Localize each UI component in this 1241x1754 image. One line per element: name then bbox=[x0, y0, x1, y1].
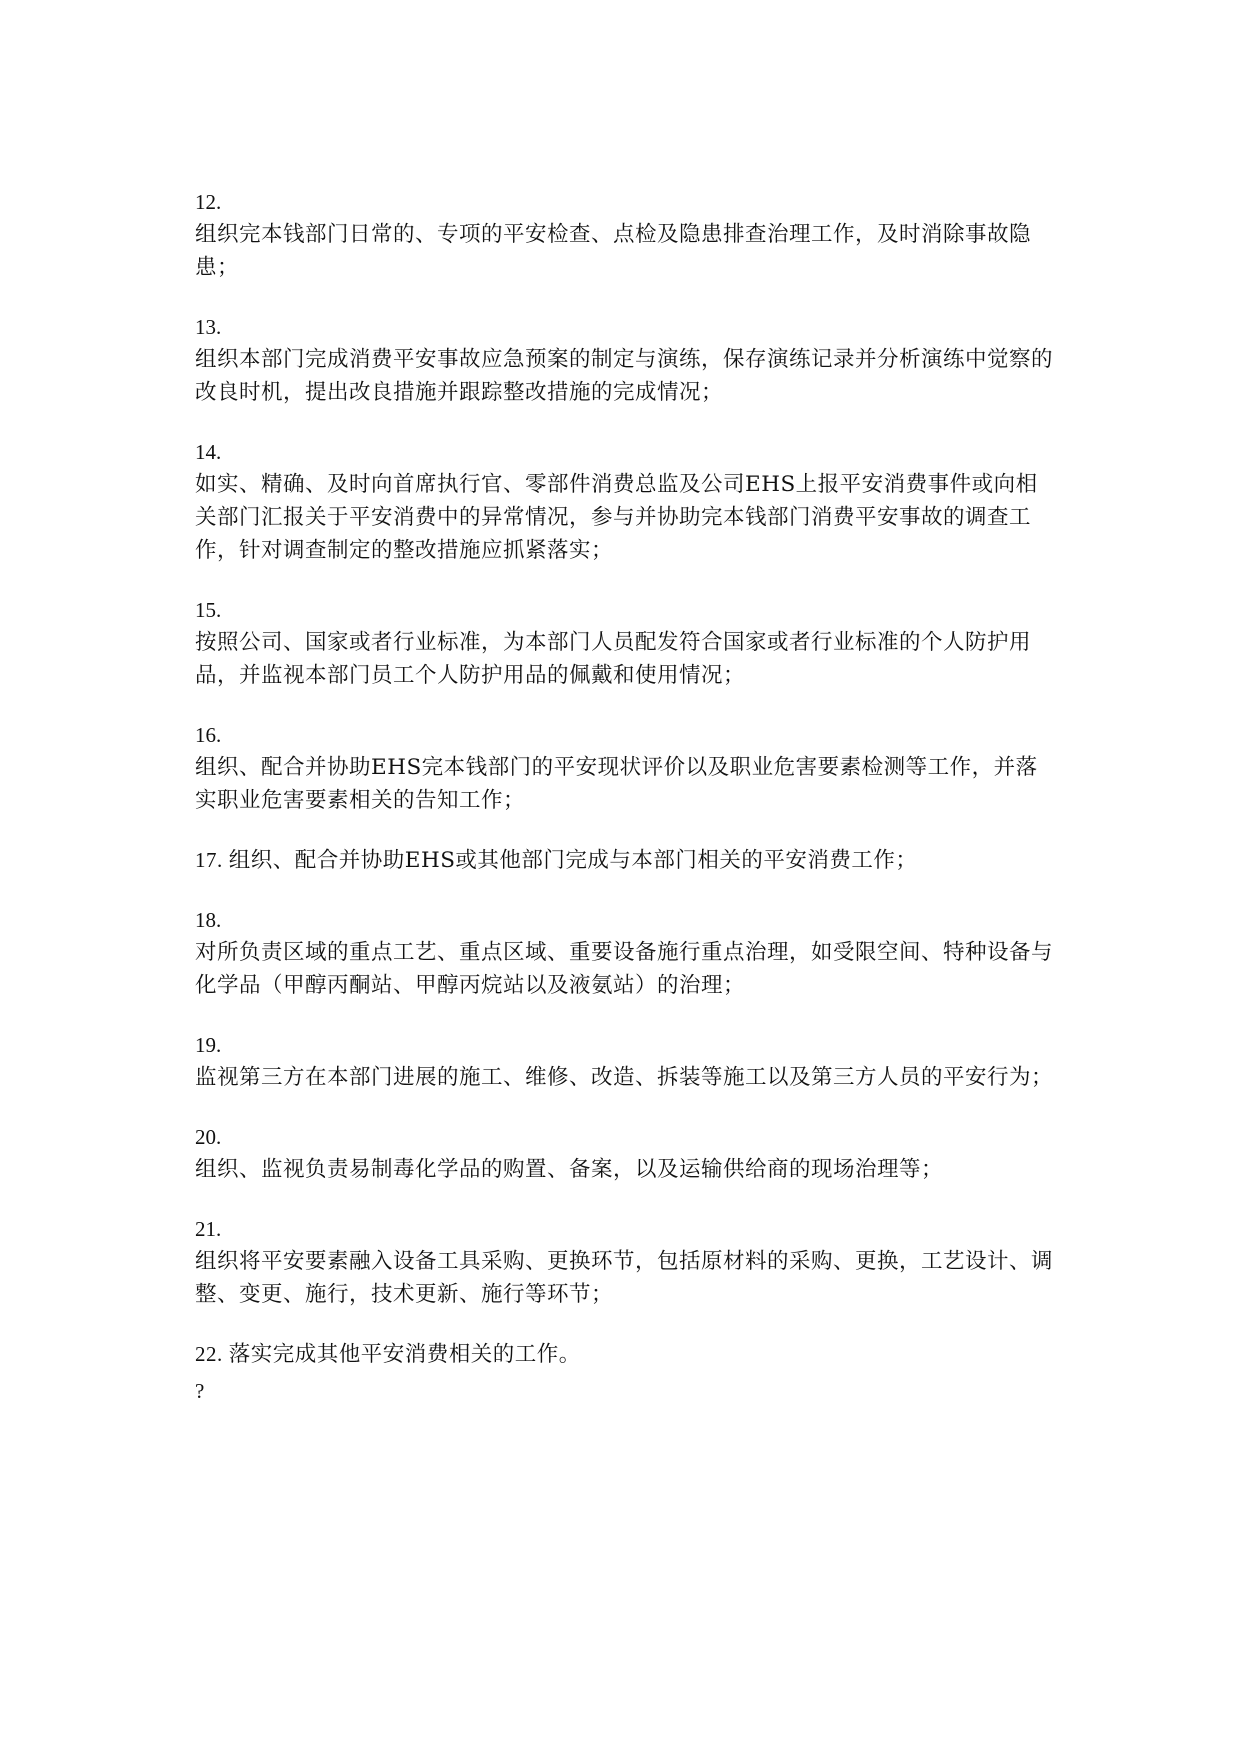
item-text: 组织、监视负责易制毒化学品的购置、备案，以及运输供给商的现场治理等； bbox=[195, 1157, 944, 1182]
item-text: 监视第三方在本部门进展的施工、维修、改造、拆装等施工以及第三方人员的平安行为； bbox=[195, 1065, 1054, 1090]
item-number: 19. bbox=[195, 1033, 222, 1057]
trailing-question-mark: ? bbox=[195, 1379, 205, 1403]
item-text: 落实完成其他平安消费相关的工作。 bbox=[228, 1342, 581, 1367]
item-text: 组织本部门完成消费平安事故应急预案的制定与演练，保存演练记录并分析演练中觉察的改良时机，提出改良措施并跟踪整改措施的完成情况； bbox=[195, 347, 1054, 405]
item-number: 13. bbox=[195, 315, 222, 339]
item-number: 20. bbox=[195, 1125, 222, 1149]
list-item-19 bbox=[195, 1029, 1055, 1094]
item-number: 14. bbox=[195, 440, 222, 464]
item-text: 如实、精确、及时向首席执行官、零部件消费总监及公司EHS上报平安消费事件或向相关部门汇报关于平安消费中的异常情况，参与并协助完本钱部门消费平安事故的调查工作，针对调查制定的整改措施应抓紧落实； bbox=[195, 472, 1038, 563]
list-item-18 bbox=[195, 904, 1055, 1002]
list-item-17 bbox=[195, 844, 1055, 877]
list-item-13 bbox=[195, 311, 1055, 409]
item-number: 12. bbox=[195, 190, 222, 214]
item-number: 18. bbox=[195, 908, 222, 932]
document-body bbox=[195, 186, 1055, 1406]
item-text: 组织、配合并协助EHS完本钱部门的平安现状评价以及职业危害要素检测等工作，并落实职业危害要素相关的告知工作； bbox=[195, 755, 1038, 813]
list-item-14 bbox=[195, 436, 1055, 567]
list-item-16 bbox=[195, 719, 1055, 817]
list-item-21 bbox=[195, 1213, 1055, 1311]
item-text: 组织、配合并协助EHS或其他部门完成与本部门相关的平安消费工作； bbox=[228, 848, 918, 873]
list-item-20 bbox=[195, 1121, 1055, 1186]
list-item-15 bbox=[195, 594, 1055, 692]
list-item-22 bbox=[195, 1338, 1055, 1371]
list-item-12 bbox=[195, 186, 1055, 284]
item-number: 17. bbox=[195, 848, 223, 872]
item-number: 16. bbox=[195, 723, 222, 747]
item-text: 对所负责区域的重点工艺、重点区域、重要设备施行重点治理，如受限空间、特种设备与化学品（甲醇丙酮站、甲醇丙烷站以及液氨站）的治理； bbox=[195, 940, 1054, 998]
item-text: 按照公司、国家或者行业标准，为本部门人员配发符合国家或者行业标准的个人防护用品，并监视本部门员工个人防护用品的佩戴和使用情况； bbox=[195, 630, 1032, 688]
item-number: 22. bbox=[195, 1342, 223, 1366]
item-text: 组织将平安要素融入设备工具采购、更换环节，包括原材料的采购、更换，工艺设计、调整、变更、施行，技术更新、施行等环节； bbox=[195, 1249, 1054, 1307]
item-number: 15. bbox=[195, 598, 222, 622]
item-text: 组织完本钱部门日常的、专项的平安检查、点检及隐患排查治理工作，及时消除事故隐患； bbox=[195, 222, 1032, 280]
item-number: 21. bbox=[195, 1217, 222, 1241]
